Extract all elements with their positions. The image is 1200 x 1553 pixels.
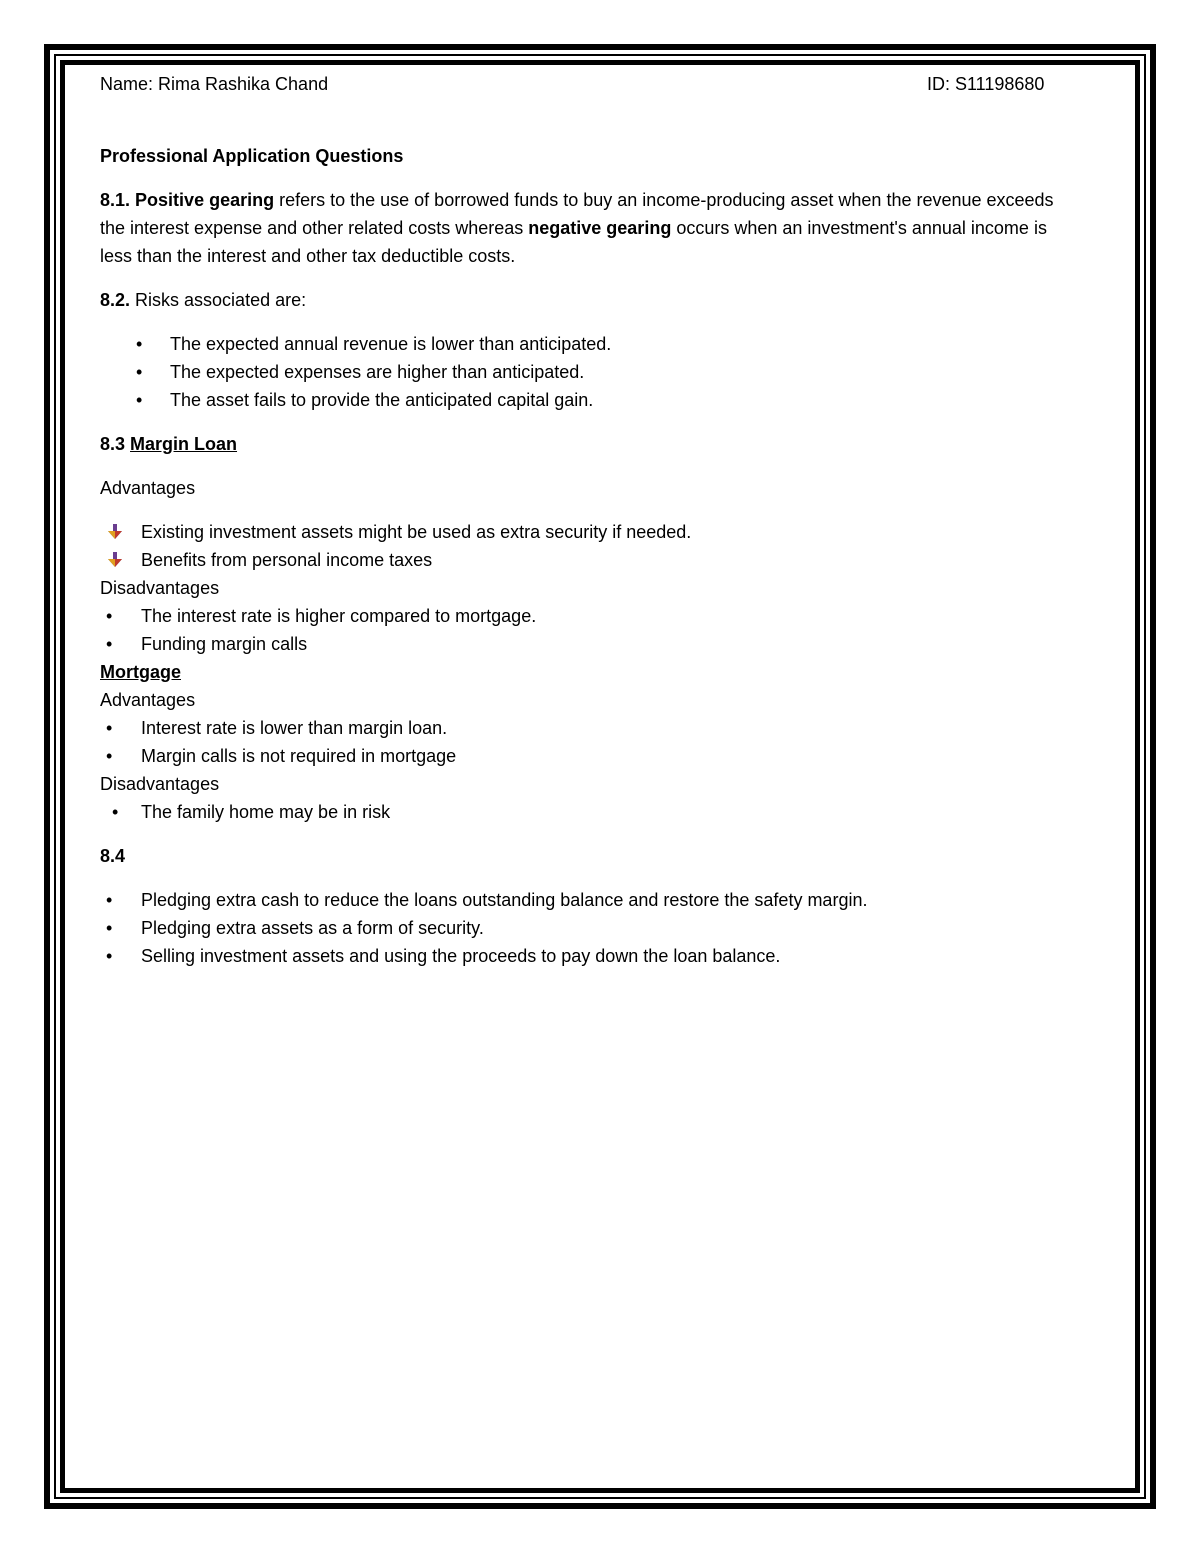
list-item: • Pledging extra cash to reduce the loans outstanding balance and restore the safety margin.: [100, 886, 1060, 914]
answer-8-1: [100, 186, 1060, 270]
list-item: • The expected expenses are higher than anticipated.: [100, 358, 1060, 386]
question-label: 8.2.: [100, 290, 131, 310]
bullet-icon: •: [106, 918, 113, 938]
list-item: Benefits from personal income taxes: [100, 546, 1060, 574]
advantages-heading: Advantages: [100, 478, 196, 498]
answer-8-3-heading: [100, 430, 1060, 458]
bullet-icon: •: [136, 390, 143, 410]
answer-8-4-list: [100, 886, 1060, 970]
margin-loan-disadvantages: [100, 602, 1060, 658]
bullet-icon: •: [136, 362, 143, 382]
disadvantages-heading: Disadvantages: [100, 578, 220, 598]
question-label: 8.1.: [100, 190, 131, 210]
student-id: ID: S11198680: [927, 74, 1045, 94]
bullet-icon: •: [136, 334, 143, 354]
bullet-icon: •: [106, 634, 113, 654]
section-title: Professional Application Questions: [100, 146, 404, 166]
margin-loan-advantages: [100, 518, 1060, 574]
list-item: • Funding margin calls: [100, 630, 1060, 658]
bullet-icon: •: [106, 718, 113, 738]
bullet-icon: •: [106, 890, 113, 910]
disadvantages-heading: Disadvantages: [100, 774, 220, 794]
header-row: [100, 70, 1060, 98]
bullet-icon: •: [112, 802, 119, 822]
mortgage-title: Mortgage: [100, 662, 181, 682]
list-item: • Interest rate is lower than margin loan.: [100, 714, 1060, 742]
list-item: • The family home may be in risk: [100, 798, 1060, 826]
document-body: [100, 70, 1060, 970]
list-item: Existing investment assets might be used as extra security if needed.: [100, 518, 1060, 546]
student-name: Name: Rima Rashika Chand: [100, 74, 329, 94]
risk-list: [100, 330, 1060, 414]
list-item: • Margin calls is not required in mortgage: [100, 742, 1060, 770]
list-item: • Pledging extra assets as a form of security.: [100, 914, 1060, 942]
margin-loan-title: Margin Loan: [130, 434, 238, 454]
term-negative-gearing: negative gearing: [528, 218, 672, 238]
list-item: • The interest rate is higher compared to mortgage.: [100, 602, 1060, 630]
answer-text: refers to the use of borrowed funds to buy an income-producing asset when the revenue exceeds the interest expense and other related costs whereas: [100, 190, 1054, 238]
mortgage-advantages: [100, 714, 1060, 770]
bullet-icon: •: [106, 946, 113, 966]
answer-8-2: [100, 286, 1060, 314]
list-item: • The asset fails to provide the anticipated capital gain.: [100, 386, 1060, 414]
list-item: • The expected annual revenue is lower than anticipated.: [100, 330, 1060, 358]
answer-8-4-label: 8.4: [100, 846, 126, 866]
answer-text: Risks associated are:: [130, 290, 307, 310]
bullet-icon: •: [106, 606, 113, 626]
down-arrow-bullet-icon: [108, 552, 122, 568]
question-label: 8.3: [100, 434, 131, 454]
term-positive-gearing: Positive gearing: [135, 190, 275, 210]
advantages-heading: Advantages: [100, 690, 196, 710]
list-item: • Selling investment assets and using the proceeds to pay down the loan balance.: [100, 942, 1060, 970]
mortgage-disadvantages: [100, 798, 1060, 826]
answer-text: occurs when an investment's annual income is less than the interest and other tax deductible costs.: [100, 218, 1047, 266]
bullet-icon: •: [106, 746, 113, 766]
down-arrow-bullet-icon: [108, 524, 122, 540]
